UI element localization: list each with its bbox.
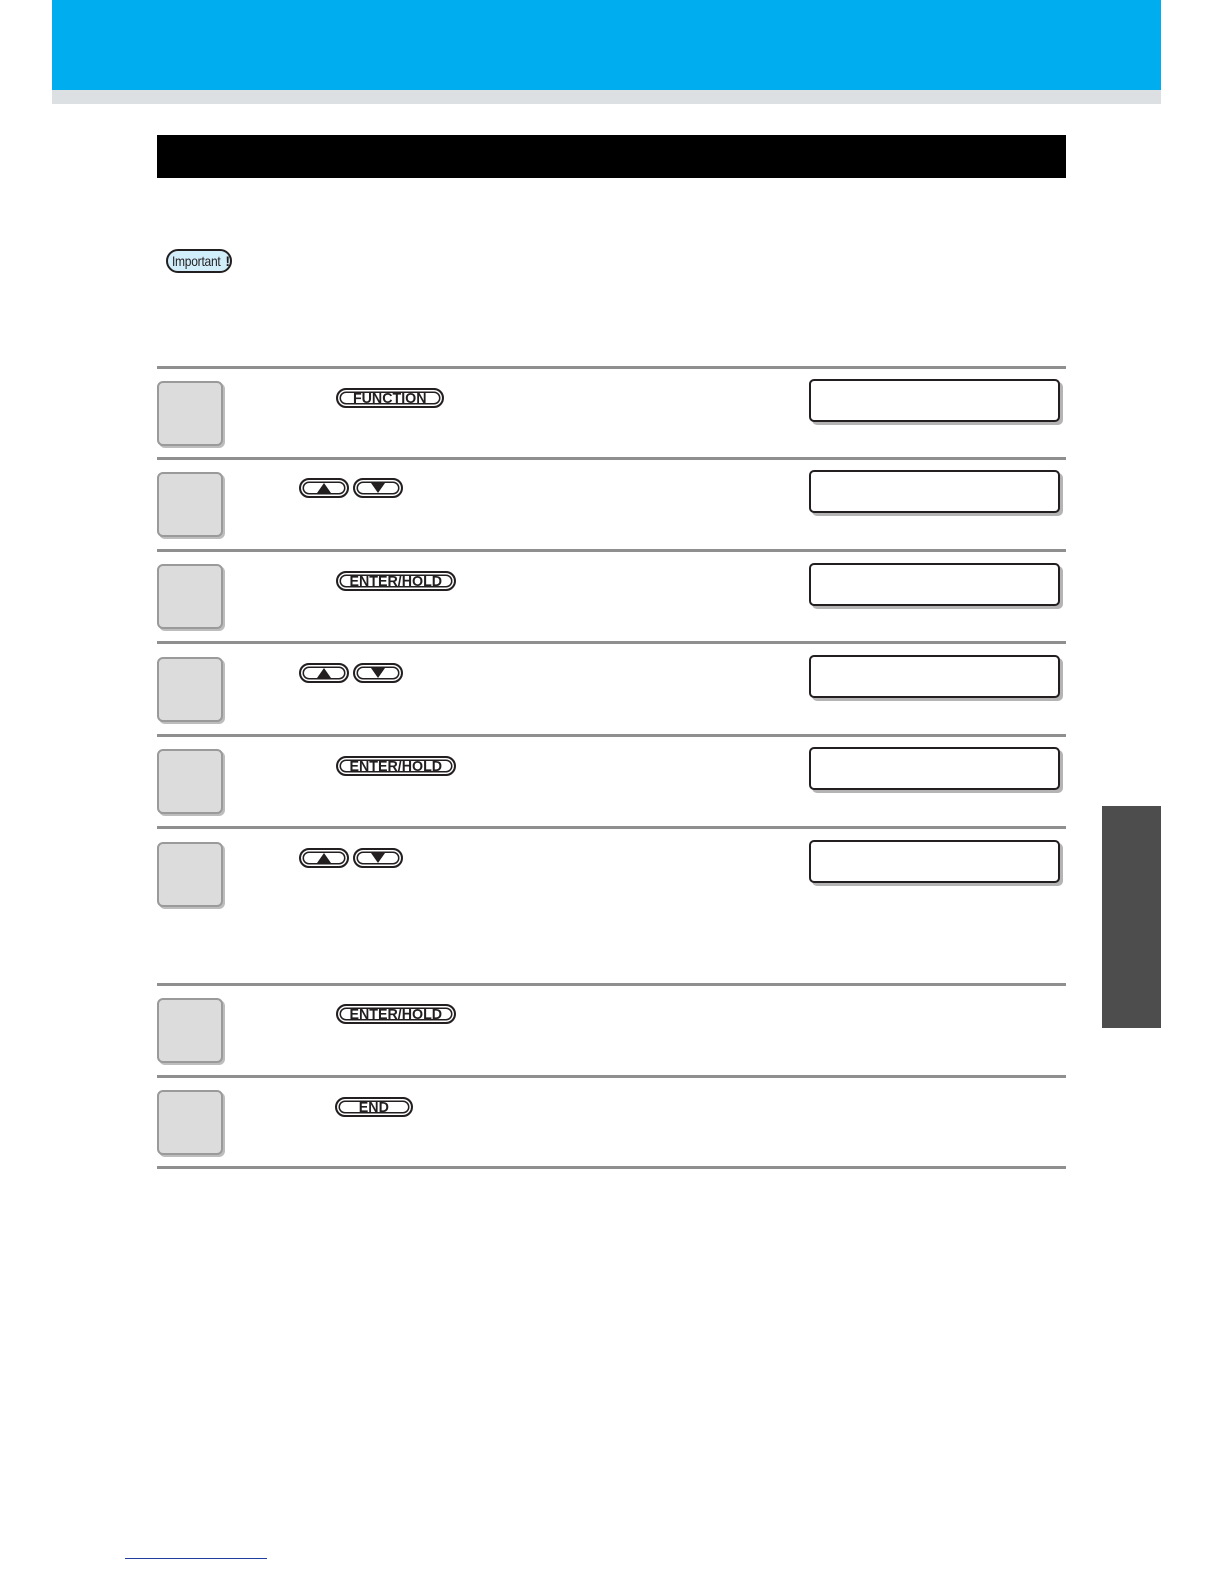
step-divider <box>157 1166 1066 1169</box>
step-1-number-box <box>157 381 223 446</box>
enter-hold-key <box>336 571 456 591</box>
up-key <box>299 478 349 498</box>
down-key <box>353 478 403 498</box>
step-5-number-box <box>157 749 223 814</box>
step-2-display <box>809 470 1060 513</box>
step-divider <box>157 983 1066 986</box>
important-badge <box>166 249 232 273</box>
section-title-bar <box>157 135 1066 178</box>
step-3-number-box <box>157 564 223 629</box>
step-2-number-box <box>157 472 223 537</box>
step-divider <box>157 734 1066 737</box>
header-shadow <box>52 90 1161 104</box>
down-triangle-icon <box>371 483 385 493</box>
footer-rule <box>125 1558 267 1559</box>
down-triangle-icon <box>371 668 385 678</box>
step-4-display <box>809 655 1060 698</box>
enter-hold-key-label: ENTER/HOLD <box>349 757 443 775</box>
enter-hold-key <box>336 1004 456 1024</box>
step-divider <box>157 641 1066 644</box>
step-divider <box>157 1075 1066 1078</box>
step-5-display <box>809 747 1060 790</box>
up-triangle-icon <box>317 668 331 678</box>
end-key <box>335 1097 413 1117</box>
down-triangle-icon <box>371 853 385 863</box>
step-7-number-box <box>157 998 223 1063</box>
step-6-number-box <box>157 842 223 907</box>
function-key <box>336 388 444 408</box>
step-8-number-box <box>157 1090 223 1155</box>
header-band <box>52 0 1161 90</box>
step-4-number-box <box>157 657 223 722</box>
step-divider <box>157 366 1066 369</box>
step-6-display <box>809 840 1060 883</box>
chapter-side-tab <box>1102 806 1161 1028</box>
function-key-label: FUNCTION <box>353 389 427 407</box>
up-triangle-icon <box>317 483 331 493</box>
up-key <box>299 663 349 683</box>
down-key <box>353 663 403 683</box>
step-1-display <box>809 379 1060 422</box>
important-label: Important <box>171 253 221 269</box>
end-key-label: END <box>358 1098 390 1116</box>
enter-hold-key-label: ENTER/HOLD <box>349 1005 443 1023</box>
important-mark: ! <box>225 253 231 269</box>
step-divider <box>157 826 1066 829</box>
up-key <box>299 848 349 868</box>
down-key <box>353 848 403 868</box>
step-3-display <box>809 563 1060 606</box>
enter-hold-key-label: ENTER/HOLD <box>349 572 443 590</box>
step-divider <box>157 457 1066 460</box>
step-divider <box>157 549 1066 552</box>
enter-hold-key <box>336 756 456 776</box>
up-triangle-icon <box>317 853 331 863</box>
